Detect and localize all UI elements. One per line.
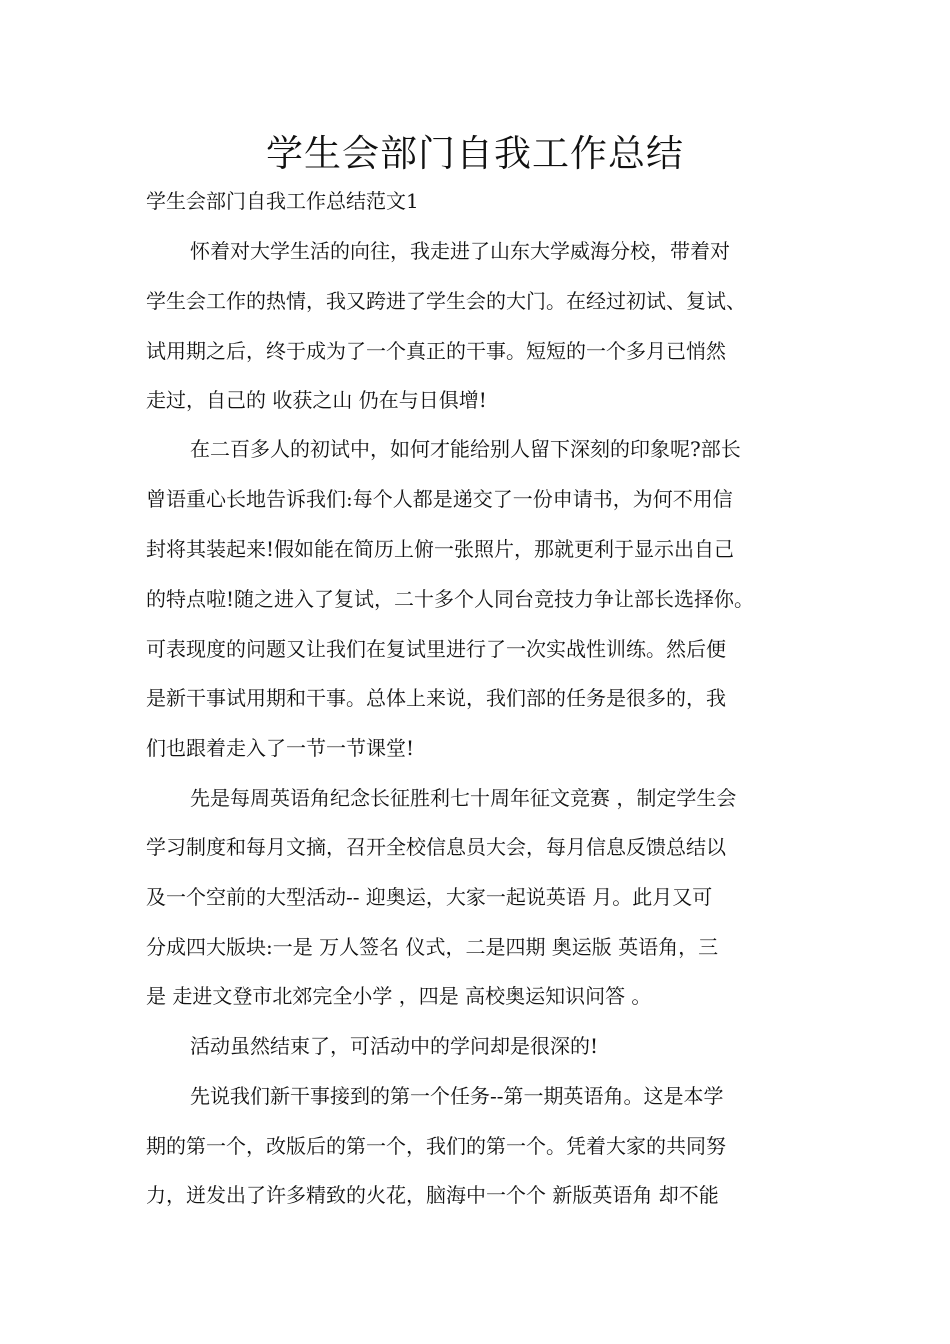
paragraph-line: 力，迸发出了许多精致的火花，脑海中一个个 新版英语角 却不能 xyxy=(146,1183,719,1207)
document-title: 学生会部门自我工作总结 xyxy=(266,132,684,175)
paragraph-line: 曾语重心长地告诉我们:每个人都是递交了一份申请书，为何不用信 xyxy=(146,487,733,511)
paragraph-line: 们也跟着走入了一节一节课堂! xyxy=(146,736,415,760)
document-subtitle: 学生会部门自我工作总结范文1 xyxy=(146,189,419,213)
paragraph-line: 学生会工作的热情，我又跨进了学生会的大门。在经过初试、复试、 xyxy=(146,289,746,313)
paragraph-line: 学习制度和每月文摘，召开全校信息员大会，每月信息反馈总结以 xyxy=(146,835,726,859)
paragraph-line: 走过，自己的 收获之山 仍在与日俱增! xyxy=(146,388,487,412)
paragraph-line: 先是每周英语角纪念长征胜利七十周年征文竞赛 ，制定学生会 xyxy=(190,786,737,810)
paragraph-line: 先说我们新干事接到的第一个任务--第一期英语角。这是本学 xyxy=(190,1084,724,1108)
paragraph-line: 在二百多人的初试中，如何才能给别人留下深刻的印象呢?部长 xyxy=(190,437,741,461)
paragraph-line: 的特点啦!随之进入了复试，二十多个人同台竞技力争让部长选择你。 xyxy=(146,587,755,611)
paragraph-line: 分成四大版块:一是 万人签名 仪式，二是四期 奥运版 英语角，三 xyxy=(146,935,719,959)
paragraph-line: 活动虽然结束了，可活动中的学问却是很深的! xyxy=(190,1034,599,1058)
paragraph-line: 怀着对大学生活的向往，我走进了山东大学威海分校，带着对 xyxy=(190,239,730,263)
paragraph-line: 可表现度的问题又让我们在复试里进行了一次实战性训练。然后便 xyxy=(146,637,726,661)
paragraph-line: 期的第一个，改版后的第一个，我们的第一个。凭着大家的共同努 xyxy=(146,1134,726,1158)
paragraph-line: 试用期之后，终于成为了一个真正的干事。短短的一个多月已悄然 xyxy=(146,339,726,363)
paragraph-line: 是 走进文登市北郊完全小学 ，四是 高校奥运知识问答 。 xyxy=(146,984,652,1008)
paragraph-line: 是新干事试用期和干事。总体上来说，我们部的任务是很多的，我 xyxy=(146,686,726,710)
paragraph-line: 封将其装起来!假如能在简历上俯一张照片，那就更利于显示出自己 xyxy=(146,537,735,561)
paragraph-line: 及一个空前的大型活动-- 迎奥运，大家一起说英语 月。此月又可 xyxy=(146,885,713,909)
